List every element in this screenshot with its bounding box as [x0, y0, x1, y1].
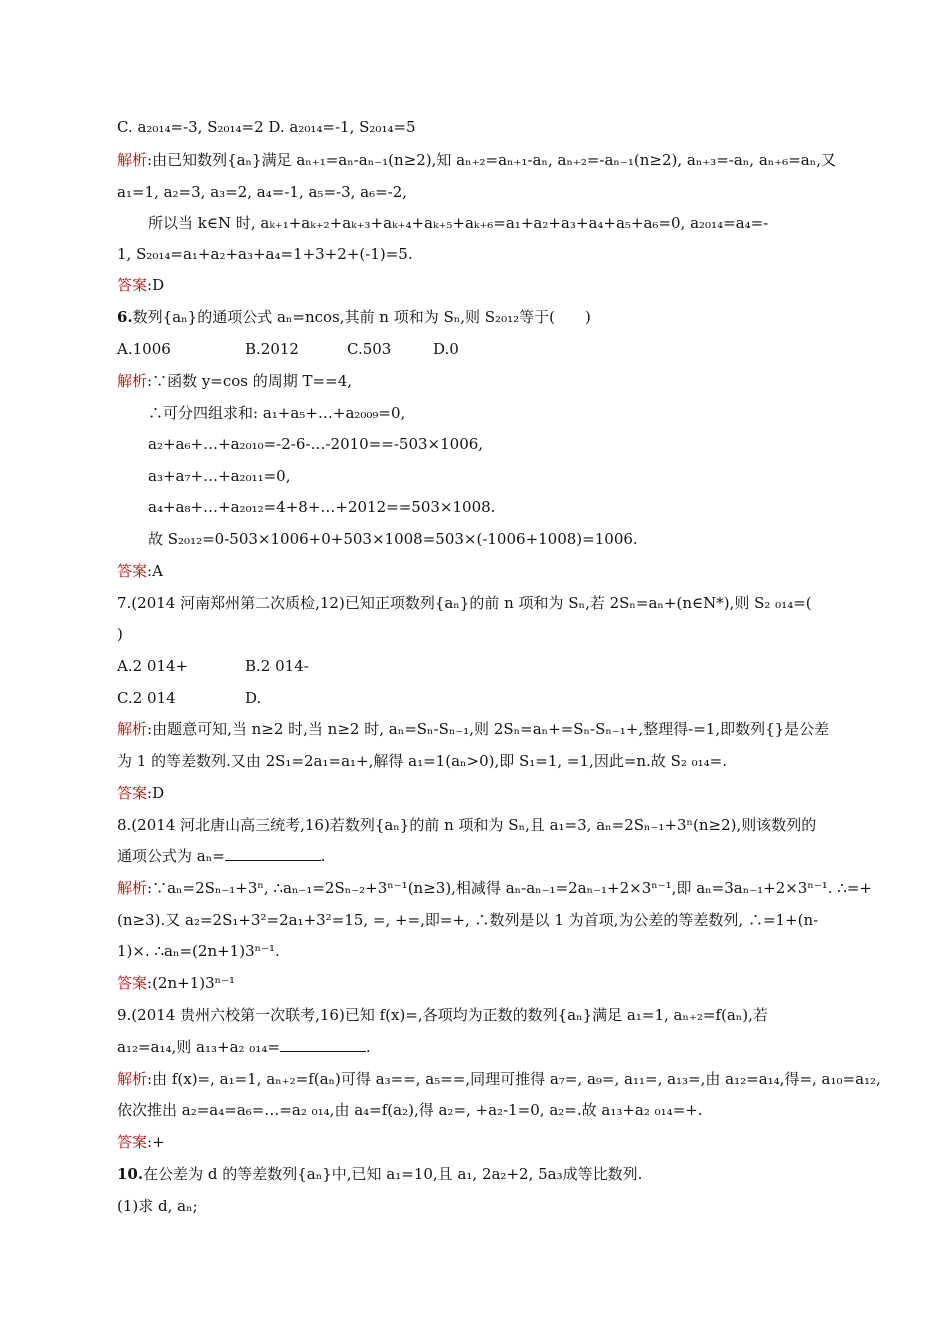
question-text: (1)求 d, aₙ; — [117, 1197, 198, 1215]
answer-label: 答案 — [117, 562, 148, 580]
solution-line — [117, 751, 727, 771]
option-d: D.0 — [433, 340, 459, 358]
answer-blank — [280, 1037, 366, 1052]
solution-text: :由题意可知,当 n≥2 时,当 n≥2 时, aₙ=Sₙ-Sₙ₋₁,则 2Sₙ=aₙ+=Sₙ-Sₙ₋₁+,整理得-=1,即数列{}是公差 — [147, 720, 830, 738]
answer-line — [117, 1132, 165, 1152]
solution-line — [117, 941, 280, 961]
question-text: ) — [117, 625, 123, 643]
solution-text: 1)×. ∴aₙ=(2n+1)3ⁿ⁻¹. — [117, 942, 280, 960]
options-line — [117, 656, 309, 676]
solution-line — [148, 213, 768, 233]
question-text: 在公差为 d 的等差数列{aₙ}中,已知 a₁=10,且 a₁, 2a₂+2, 5a₃成等比数列. — [143, 1165, 643, 1183]
question-8 — [117, 815, 816, 835]
question-text: . — [365, 1038, 371, 1056]
answer-line — [117, 783, 164, 803]
solution-text: ∴可分四组求和: a₁+a₅+…+a₂₀₀₉=0, — [148, 404, 406, 422]
solution-line — [117, 371, 352, 391]
solution-text: 1, S₂₀₁₄=a₁+a₂+a₃+a₄=1+3+2+(-1)=5. — [117, 245, 413, 263]
answer-line — [117, 973, 235, 993]
solution-label: 解析 — [117, 1070, 148, 1088]
question-9-cont — [117, 1037, 371, 1057]
question-7-cont — [117, 624, 123, 644]
solution-line — [148, 403, 405, 423]
solution-text: (n≥3).又 a₂=2S₁+3²=2a₁+3²=15, =, +=,即=+, ∴数列是以 1 为首项,为公差的等差数列, ∴=1+(n- — [117, 911, 819, 929]
answer-text: :D — [147, 276, 165, 294]
answer-line — [117, 561, 163, 581]
option-line-c-d — [117, 117, 416, 137]
option-b: B.2012 — [245, 340, 299, 358]
options-line — [117, 339, 459, 359]
question-6 — [117, 307, 591, 327]
solution-label: 解析 — [117, 879, 148, 897]
option-d: D. — [245, 689, 262, 707]
option-b: B.2 014- — [245, 657, 309, 675]
solution-text: :由已知数列{aₙ}满足 aₙ₊₁=aₙ-aₙ₋₁(n≥2),知 aₙ₊₂=aₙ₊₁-aₙ, aₙ₊₂=-aₙ₋₁(n≥2), aₙ₊₃=-aₙ, aₙ₊₆=aₙ,又 — [147, 151, 836, 169]
solution-text: :∵函数 y=cos 的周期 T==4, — [147, 372, 352, 390]
question-text: . — [320, 847, 326, 865]
solution-text: a₂+a₆+…+a₂₀₁₀=-2-6-…-2010==-503×1006, — [148, 435, 484, 453]
solution-text: 为 1 的等差数列.又由 2S₁=2a₁=a₁+,解得 a₁=1(aₙ>0),即 S₁=1, =1,因此=n.故 S₂ ₀₁₄=. — [117, 752, 728, 770]
solution-line — [117, 1100, 703, 1120]
question-7 — [117, 593, 812, 613]
solution-label: 解析 — [117, 720, 148, 738]
options-line — [117, 688, 261, 708]
answer-text: :A — [147, 562, 163, 580]
solution-label: 解析 — [117, 372, 148, 390]
question-10-part-1 — [117, 1196, 198, 1216]
question-text: 数列{aₙ}的通项公式 aₙ=ncos,其前 n 项和为 Sₙ,则 S₂₀₁₂等于( ) — [132, 308, 591, 326]
solution-line — [117, 719, 829, 739]
solution-line — [117, 878, 872, 898]
answer-label: 答案 — [117, 784, 148, 802]
option-c: C.2 014 — [117, 689, 176, 707]
solution-text: 依次推出 a₂=a₄=a₆=…=a₂ ₀₁₄,由 a₄=f(a₂),得 a₂=, +a₂-1=0, a₂=.故 a₁₃+a₂ ₀₁₄=+. — [117, 1101, 703, 1119]
question-text: 8.(2014 河北唐山高三统考,16)若数列{aₙ}的前 n 项和为 Sₙ,且 a₁=3, aₙ=2Sₙ₋₁+3ⁿ(n≥2),则该数列的 — [117, 816, 817, 834]
question-9 — [117, 1005, 768, 1025]
solution-label: 解析 — [117, 151, 148, 169]
answer-text: :D — [147, 784, 165, 802]
question-text: 9.(2014 贵州六校第一次联考,16)已知 f(x)=,各项均为正数的数列{aₙ}满足 a₁=1, aₙ₊₂=f(aₙ),若 — [117, 1006, 768, 1024]
solution-line — [148, 434, 483, 454]
solution-text: a₄+a₈+…+a₂₀₁₂=4+8+…+2012==503×1008. — [148, 498, 496, 516]
solution-line — [148, 529, 638, 549]
solution-text: :∵aₙ=2Sₙ₋₁+3ⁿ, ∴aₙ₋₁=2Sₙ₋₂+3ⁿ⁻¹(n≥3),相减得 aₙ-aₙ₋₁=2aₙ₋₁+2×3ⁿ⁻¹,即 aₙ=3aₙ₋₁+2×3ⁿ⁻¹. ∴=+ — [147, 879, 872, 897]
solution-line — [117, 910, 818, 930]
question-10 — [117, 1164, 642, 1184]
solution-text: a₃+a₇+…+a₂₀₁₁=0, — [148, 467, 291, 485]
solution-text: :由 f(x)=, a₁=1, aₙ₊₂=f(aₙ)可得 a₃==, a₅==,同理可推得 a₇=, a₉=, a₁₁=, a₁₃=,由 a₁₂=a₁₄,得=, a₁₀=a₁₂, — [147, 1070, 881, 1088]
solution-line — [117, 182, 407, 202]
solution-line — [148, 497, 495, 517]
answer-label: 答案 — [117, 276, 148, 294]
question-number: 10. — [117, 1165, 144, 1183]
answer-line — [117, 275, 164, 295]
answer-label: 答案 — [117, 1133, 148, 1151]
answer-label: 答案 — [117, 974, 148, 992]
answer-text: :(2n+1)3ⁿ⁻¹ — [147, 974, 236, 992]
answer-blank — [225, 846, 321, 861]
solution-line — [117, 150, 836, 170]
solution-line — [117, 244, 413, 264]
solution-text: a₁=1, a₂=3, a₃=2, a₄=-1, a₅=-3, a₆=-2, — [117, 183, 408, 201]
solution-text: 故 S₂₀₁₂=0-503×1006+0+503×1008=503×(-1006+1008)=1006. — [148, 530, 638, 548]
solution-text: 所以当 k∈N 时, aₖ₊₁+aₖ₊₂+aₖ₊₃+aₖ₊₄+aₖ₊₅+aₖ₊₆=a₁+a₂+a₃+a₄+a₅+a₆=0, a₂₀₁₄=a₄=- — [148, 214, 769, 232]
options-text: C. a₂₀₁₄=-3, S₂₀₁₄=2 D. a₂₀₁₄=-1, S₂₀₁₄=5 — [117, 118, 416, 136]
question-text: 7.(2014 河南郑州第二次质检,12)已知正项数列{aₙ}的前 n 项和为 Sₙ,若 2Sₙ=aₙ+(n∈N*),则 S₂ ₀₁₄=( — [117, 594, 812, 612]
option-c: C.503 — [347, 340, 392, 358]
option-a: A.2 014+ — [117, 657, 189, 675]
question-text: 通项公式为 aₙ= — [117, 847, 225, 865]
question-text: a₁₂=a₁₄,则 a₁₃+a₂ ₀₁₄= — [117, 1038, 280, 1056]
question-number: 6. — [117, 308, 133, 326]
answer-text: :+ — [147, 1133, 165, 1151]
question-8-cont — [117, 846, 326, 866]
solution-line — [117, 1069, 881, 1089]
option-a: A.1006 — [117, 340, 171, 358]
solution-line — [148, 466, 291, 486]
